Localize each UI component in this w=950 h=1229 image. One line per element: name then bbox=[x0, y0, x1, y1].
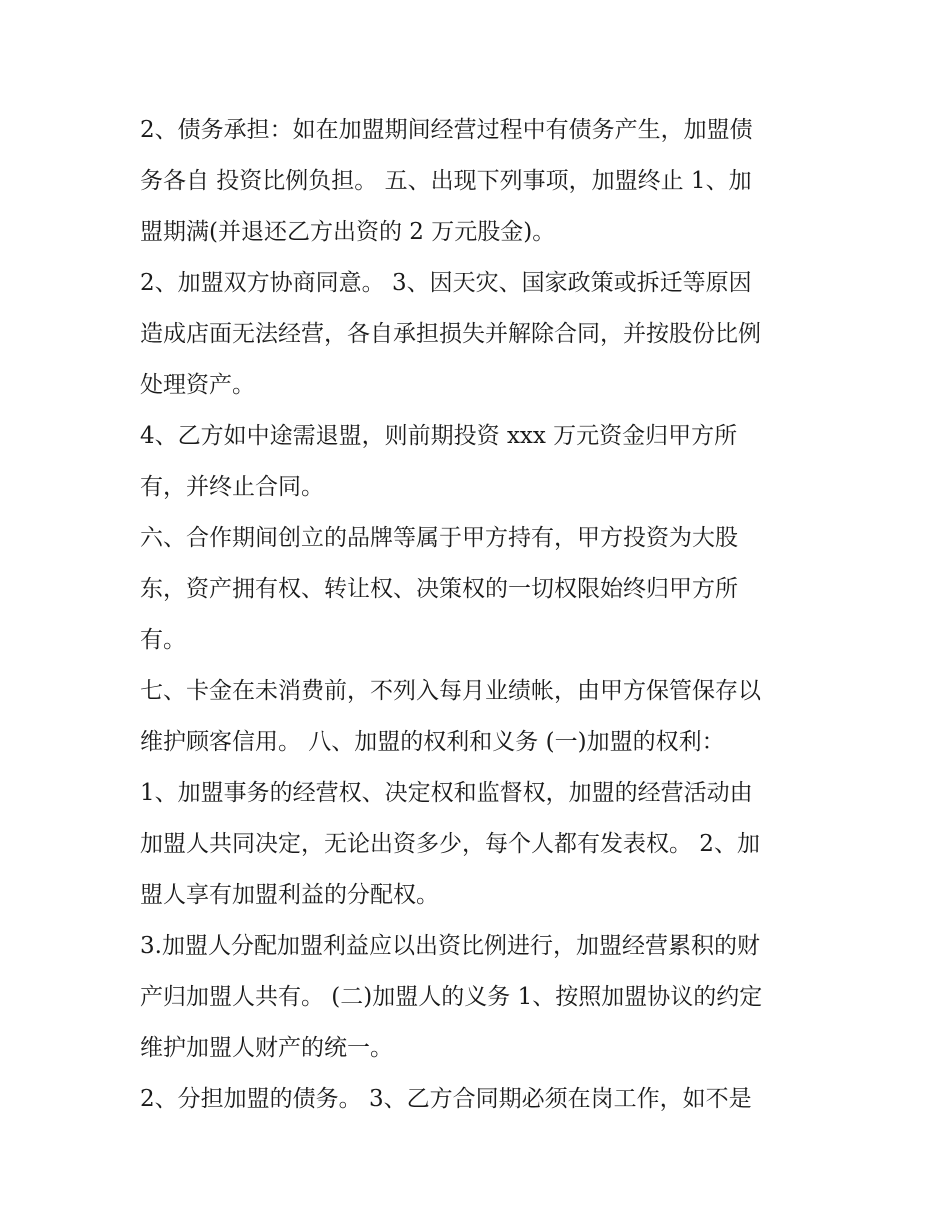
text-line: 有。 bbox=[140, 627, 186, 653]
text-line: 加盟人共同决定，无论出资多少，每个人都有发表权。 2、加 bbox=[140, 831, 760, 857]
text-line: 六、合作期间创立的品牌等属于甲方持有，甲方投资为大股 bbox=[140, 525, 738, 551]
text-line: 务各自 投资比例负担。 五、出现下列事项，加盟终止 1、加 bbox=[140, 168, 752, 194]
text-line: 七、卡金在未消费前，不列入每月业绩帐，由甲方保管保存以 bbox=[140, 678, 761, 704]
text-line: 2、债务承担：如在加盟期间经营过程中有债务产生，加盟债 bbox=[140, 117, 753, 143]
text-line: 东，资产拥有权、转让权、决策权的一切权限始终归甲方所 bbox=[140, 576, 738, 602]
text-line: 2、加盟双方协商同意。 3、因天灾、国家政策或拆迁等原因 bbox=[140, 270, 752, 296]
text-line: 3.加盟人分配加盟利益应以出资比例进行，加盟经营累积的财 bbox=[140, 933, 760, 959]
text-line: 有，并终止合同。 bbox=[140, 474, 324, 500]
text-line: 盟人享有加盟利益的分配权。 bbox=[140, 882, 439, 908]
text-line: 2、分担加盟的债务。 3、乙方合同期必须在岗工作，如不是 bbox=[140, 1086, 752, 1112]
text-line: 1、加盟事务的经营权、决定权和监督权，加盟的经营活动由 bbox=[140, 780, 753, 806]
text-line: 维护顾客信用。 八、加盟的权利和义务 (一)加盟的权利： bbox=[140, 729, 725, 755]
text-line: 盟期满(并退还乙方出资的 2 万元股金)。 bbox=[140, 219, 556, 245]
text-line: 造成店面无法经营，各自承担损失并解除合同，并按股份比例 bbox=[140, 321, 761, 347]
text-line: 产归加盟人共有。 (二)加盟人的义务 1、按照加盟协议的约定 bbox=[140, 984, 763, 1010]
text-line: 处理资产。 bbox=[140, 372, 255, 398]
text-line: 维护加盟人财产的统一。 bbox=[140, 1035, 393, 1061]
text-line: 4、乙方如中途需退盟，则前期投资 xxx 万元资金归甲方所 bbox=[140, 423, 738, 449]
